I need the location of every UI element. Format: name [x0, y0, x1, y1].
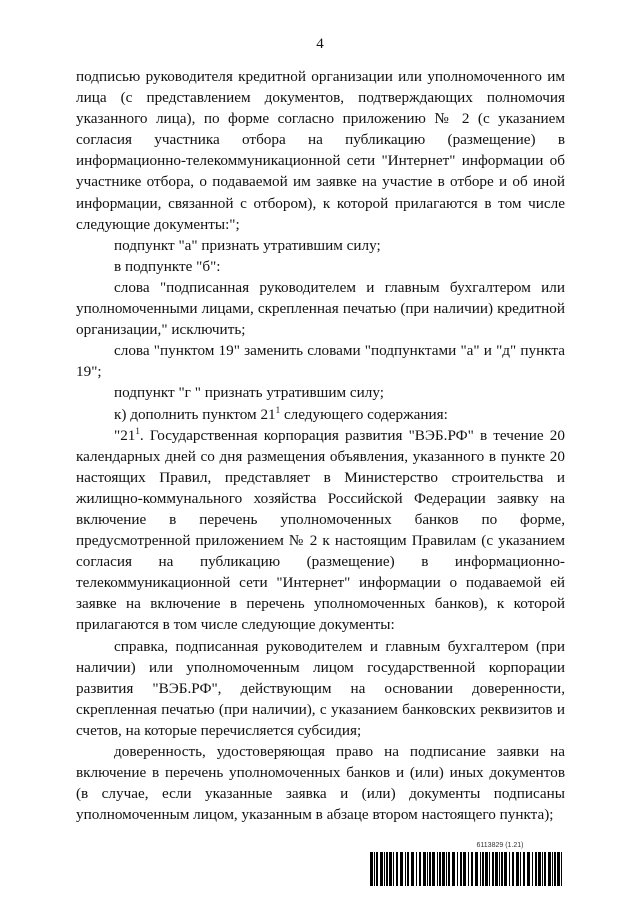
- paragraph: слова "подписанная руководителем и главным бухгалтером или уполномоченными лицами, скрепленная печатью (при наличии) кредитной организации," исключить;: [76, 278, 565, 339]
- superscript: 1: [135, 425, 140, 436]
- superscript: 1: [275, 404, 281, 415]
- text-fragment: к) дополнить пунктом 21: [114, 405, 276, 423]
- paragraph: в подпункте "б":: [114, 257, 221, 275]
- text-fragment: . Государственная корпорация развития "ВЭБ.РФ" в течение 20 календарных дней со дня размещения объявления, указанного в пункте 20 настоящих Правил, представляет в Министерство строительства и жилищно-коммунального хозяйства Российской Федерации заявку на включение в перечень уполномоченных банков по форме, предусмотренной приложением № 2 к настоящим Правилам (с указанием согласия на публикацию (размещение) в информационно-телекоммуникационной сети "Интернет" информации о подаваемой ей заявке на включение в перечень уполномоченных банков), к которой прилагаются в том числе следующие документы:: [76, 426, 565, 634]
- text-fragment: следующего содержания:: [280, 405, 448, 423]
- paragraph: доверенность, удостоверяющая право на подписание заявки на включение в перечень уполномоченных банков и (или) иных документов (в случае, если указанные заявка и (или) документы подписаны уполномоченным лицом, указанным в абзаце втором настоящего пункта);: [76, 743, 565, 824]
- text-fragment: "21: [114, 426, 136, 444]
- barcode: [370, 852, 566, 886]
- document-body: [76, 66, 565, 825]
- document-code: 6113829 (1.21): [476, 842, 524, 849]
- paragraph: слова "пунктом 19" заменить словами "подпунктами "а" и "д" пункта 19";: [76, 342, 565, 381]
- paragraph: [76, 404, 565, 425]
- paragraph: подпункт "а" признать утратившим силу;: [114, 236, 381, 254]
- page-number: 4: [316, 36, 324, 52]
- paragraph: [76, 425, 565, 636]
- paragraph: подписью руководителя кредитной организации или уполномоченного им лица (с представлением документов, подтверждающих полномочия указанного лица), по форме согласно приложению № 2 (с указанием согласия участника отбора на публикацию (размещение) в информационно-телекоммуникационной сети "Интернет" информации об участнике отбора, о подаваемой им заявке на участие в отборе и об иной информации, связанной с отбором), к которой прилагаются в том числе следующие документы:";: [76, 68, 565, 233]
- paragraph: подпункт "г " признать утратившим силу;: [114, 384, 384, 402]
- paragraph: справка, подписанная руководителем и главным бухгалтером (при наличии) или уполномоченным лицом государственной корпорации развития "ВЭБ.РФ", действующим на основании доверенности, скрепленная печатью (при наличии), с указанием банковских реквизитов и счетов, на которые перечисляется субсидия;: [76, 637, 565, 739]
